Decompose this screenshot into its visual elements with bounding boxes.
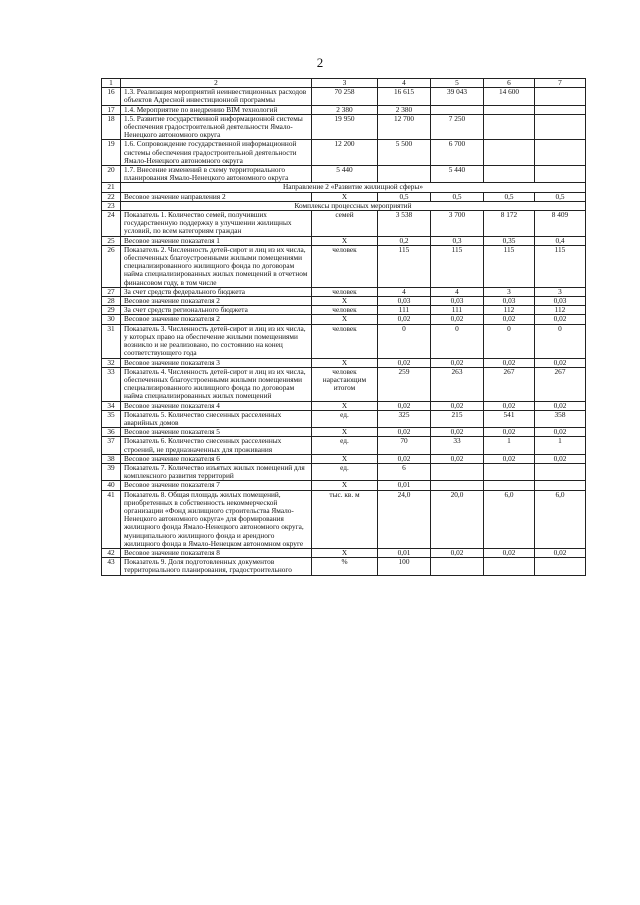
value-cell: 14 600 — [484, 88, 535, 105]
value-cell: 263 — [431, 367, 484, 401]
unit-cell: 19 950 — [312, 114, 378, 140]
table-row — [102, 490, 586, 548]
header-cell: 2 — [121, 79, 312, 88]
table-row — [102, 140, 586, 166]
value-cell: 0,02 — [535, 358, 586, 367]
unit-cell: семей — [312, 211, 378, 237]
row-number: 17 — [102, 105, 121, 114]
header-cell: 4 — [378, 79, 431, 88]
value-cell — [431, 463, 484, 480]
value-cell: 0,02 — [484, 454, 535, 463]
value-cell — [535, 105, 586, 114]
row-number: 16 — [102, 88, 121, 105]
value-cell: 1 — [535, 437, 586, 454]
row-number: 23 — [102, 201, 121, 210]
table-row — [102, 297, 586, 306]
value-cell — [484, 166, 535, 183]
value-cell: 267 — [484, 367, 535, 401]
value-cell: 70 — [378, 437, 431, 454]
value-cell — [431, 481, 484, 490]
value-cell — [378, 166, 431, 183]
value-cell: 3 700 — [431, 211, 484, 237]
row-number: 34 — [102, 401, 121, 410]
value-cell — [535, 88, 586, 105]
value-cell: 0,02 — [431, 315, 484, 324]
value-cell: 111 — [378, 306, 431, 315]
value-cell: 4 — [378, 287, 431, 296]
table-row — [102, 245, 586, 287]
indicator-name: Показатель 6. Количество снесенных расселенных строений, не предназначенных для проживания — [121, 437, 312, 454]
value-cell — [431, 558, 484, 575]
value-cell: 0,02 — [431, 454, 484, 463]
value-cell: 0,02 — [535, 428, 586, 437]
value-cell: 541 — [484, 410, 535, 427]
value-cell: 0,2 — [378, 236, 431, 245]
table-row — [102, 236, 586, 245]
value-cell: 115 — [535, 245, 586, 287]
value-cell: 0,02 — [378, 358, 431, 367]
indicator-name: 1.5. Развитие государственной информационной системы обеспечения градостроительной деятельности Ямало-Ненецкого автономного округа — [121, 114, 312, 140]
unit-cell: X — [312, 428, 378, 437]
header-cell: 3 — [312, 79, 378, 88]
value-cell: 0 — [378, 324, 431, 358]
table-row — [102, 358, 586, 367]
value-cell: 0,02 — [535, 548, 586, 557]
indicator-name: Весовое значение показателя 7 — [121, 481, 312, 490]
value-cell: 0,02 — [431, 428, 484, 437]
value-cell: 4 — [431, 287, 484, 296]
value-cell: 0,02 — [484, 401, 535, 410]
value-cell — [535, 140, 586, 166]
unit-cell: X — [312, 236, 378, 245]
value-cell: 0,02 — [431, 548, 484, 557]
unit-cell: ед. — [312, 437, 378, 454]
indicator-name: Весовое значение показателя 2 — [121, 315, 312, 324]
value-cell: 0,5 — [484, 192, 535, 201]
value-cell: 215 — [431, 410, 484, 427]
section-heading: Направление 2 «Развитие жилищной сферы» — [121, 183, 586, 192]
header-cell: 1 — [102, 79, 121, 88]
unit-cell: ед. — [312, 463, 378, 480]
value-cell: 3 — [484, 287, 535, 296]
row-number: 43 — [102, 558, 121, 575]
header-row — [102, 79, 586, 88]
row-number: 26 — [102, 245, 121, 287]
row-number: 31 — [102, 324, 121, 358]
unit-cell: человек — [312, 245, 378, 287]
indicator-name: Весовое значение показателя 1 — [121, 236, 312, 245]
value-cell: 0,5 — [378, 192, 431, 201]
value-cell: 0,03 — [535, 297, 586, 306]
value-cell: 0,02 — [484, 548, 535, 557]
indicator-name: За счет средств регионального бюджета — [121, 306, 312, 315]
row-number: 27 — [102, 287, 121, 296]
value-cell: 0,3 — [431, 236, 484, 245]
value-cell: 2 380 — [378, 105, 431, 114]
value-cell: 112 — [535, 306, 586, 315]
indicator-name: Показатель 8. Общая площадь жилых помещений, приобретенных в собственность некоммерческой организации «Фонд жилищного строительства Ямало-Ненецкого автономного округа» для формирования жилищного фонда Ямало-Ненецкого автономного округа, муниципального жилищного фонда и арендного жилищного фонда в Ямало-Ненецком автономном округе — [121, 490, 312, 548]
table-row — [102, 166, 586, 183]
value-cell: 100 — [378, 558, 431, 575]
value-cell — [535, 114, 586, 140]
row-number: 32 — [102, 358, 121, 367]
value-cell: 6 700 — [431, 140, 484, 166]
row-number: 41 — [102, 490, 121, 548]
row-number: 42 — [102, 548, 121, 557]
table-row — [102, 454, 586, 463]
value-cell: 24,0 — [378, 490, 431, 548]
row-number: 40 — [102, 481, 121, 490]
value-cell: 0,03 — [378, 297, 431, 306]
value-cell: 0,03 — [484, 297, 535, 306]
value-cell — [484, 463, 535, 480]
value-cell: 0 — [484, 324, 535, 358]
indicator-name: Показатель 4. Численность детей-сирот и лиц из их числа, обеспеченных благоустроенными жилыми помещениями специализированного жилищного фонда по договорам найма специализированных жилых помещений — [121, 367, 312, 401]
value-cell: 39 043 — [431, 88, 484, 105]
indicator-name: Показатель 2. Численность детей-сирот и лиц из их числа, обеспеченных благоустроенными жилыми помещениями специализированного жилищного фонда по договорам найма специализированных жилых помещений в отчетном финансовом году, в том числе — [121, 245, 312, 287]
row-number: 20 — [102, 166, 121, 183]
header-cell: 6 — [484, 79, 535, 88]
value-cell: 8 409 — [535, 211, 586, 237]
unit-cell: X — [312, 481, 378, 490]
value-cell: 0,02 — [484, 428, 535, 437]
unit-cell: X — [312, 297, 378, 306]
table-row — [102, 437, 586, 454]
indicator-name: Показатель 3. Численность детей-сирот и лиц из их числа, у которых право на обеспечение жилыми помещениями возникло и не реализовано, по состоянию на конец соответствующего года — [121, 324, 312, 358]
value-cell — [431, 105, 484, 114]
indicator-name: Весовое значение показателя 4 — [121, 401, 312, 410]
value-cell — [484, 105, 535, 114]
table-row — [102, 183, 586, 192]
value-cell: 6,0 — [484, 490, 535, 548]
value-cell: 33 — [431, 437, 484, 454]
header-cell: 7 — [535, 79, 586, 88]
value-cell: 5 500 — [378, 140, 431, 166]
value-cell: 0,02 — [535, 401, 586, 410]
table-row — [102, 192, 586, 201]
value-cell: 0,4 — [535, 236, 586, 245]
table-row — [102, 287, 586, 296]
value-cell: 0,02 — [431, 401, 484, 410]
row-number: 29 — [102, 306, 121, 315]
table-body — [102, 79, 586, 576]
value-cell: 7 250 — [431, 114, 484, 140]
table-row — [102, 324, 586, 358]
value-cell — [484, 481, 535, 490]
unit-cell: 2 380 — [312, 105, 378, 114]
value-cell: 0,02 — [535, 315, 586, 324]
unit-cell: человек — [312, 306, 378, 315]
value-cell: 5 440 — [431, 166, 484, 183]
indicator-name: Показатель 5. Количество снесенных расселенных аварийных домов — [121, 410, 312, 427]
value-cell: 0,02 — [378, 401, 431, 410]
value-cell: 112 — [484, 306, 535, 315]
table-row — [102, 428, 586, 437]
value-cell: 0,02 — [378, 428, 431, 437]
value-cell: 115 — [484, 245, 535, 287]
unit-cell: 5 440 — [312, 166, 378, 183]
indicator-name: Весовое значение показателя 2 — [121, 297, 312, 306]
unit-cell: человек — [312, 324, 378, 358]
unit-cell: человек нарастающим итогом — [312, 367, 378, 401]
value-cell: 325 — [378, 410, 431, 427]
row-number: 33 — [102, 367, 121, 401]
row-number: 28 — [102, 297, 121, 306]
indicator-name: Весовое значение направления 2 — [121, 192, 312, 201]
value-cell: 1 — [484, 437, 535, 454]
section-heading: Комплексы процессных мероприятий — [121, 201, 586, 210]
table-row — [102, 410, 586, 427]
value-cell: 0,5 — [431, 192, 484, 201]
indicator-name: Весовое значение показателя 6 — [121, 454, 312, 463]
unit-cell: X — [312, 548, 378, 557]
row-number: 22 — [102, 192, 121, 201]
value-cell — [484, 140, 535, 166]
table-row — [102, 105, 586, 114]
indicator-name: 1.4. Мероприятие по внедрению BIM технологий — [121, 105, 312, 114]
table-row — [102, 463, 586, 480]
indicator-name: Весовое значение показателя 3 — [121, 358, 312, 367]
value-cell: 3 538 — [378, 211, 431, 237]
indicator-name: 1.3. Реализация мероприятий неинвестиционных расходов объектов Адресной инвестиционной программы — [121, 88, 312, 105]
value-cell — [535, 481, 586, 490]
indicator-name: Показатель 1. Количество семей, получивших государственную поддержку в улучшении жилищных условий, по всем категориям граждан — [121, 211, 312, 237]
table-row — [102, 481, 586, 490]
table-row — [102, 558, 586, 575]
value-cell: 0 — [431, 324, 484, 358]
value-cell — [484, 558, 535, 575]
value-cell: 0,03 — [431, 297, 484, 306]
unit-cell: тыс. кв. м — [312, 490, 378, 548]
value-cell: 0 — [535, 324, 586, 358]
indicator-name: За счет средств федерального бюджета — [121, 287, 312, 296]
row-number: 21 — [102, 183, 121, 192]
value-cell: 0,02 — [378, 315, 431, 324]
unit-cell: % — [312, 558, 378, 575]
row-number: 38 — [102, 454, 121, 463]
indicators-table — [101, 78, 586, 576]
indicator-name: Показатель 7. Количество изъятых жилых помещений для комплексного развития территорий — [121, 463, 312, 480]
value-cell: 12 700 — [378, 114, 431, 140]
value-cell: 20,0 — [431, 490, 484, 548]
value-cell — [535, 558, 586, 575]
row-number: 18 — [102, 114, 121, 140]
value-cell: 0,01 — [378, 481, 431, 490]
value-cell: 0,02 — [484, 358, 535, 367]
value-cell — [535, 463, 586, 480]
unit-cell: ед. — [312, 410, 378, 427]
row-number: 36 — [102, 428, 121, 437]
value-cell — [535, 166, 586, 183]
unit-cell: X — [312, 454, 378, 463]
indicator-name: Показатель 9. Доля подготовленных документов территориального планирования, градостроительного — [121, 558, 312, 575]
page-number: 2 — [316, 55, 324, 70]
value-cell: 0,02 — [484, 315, 535, 324]
table-row — [102, 114, 586, 140]
indicator-name: 1.7. Внесение изменений в схему территориального планирования Ямало-Ненецкого автономного округа — [121, 166, 312, 183]
header-cell: 5 — [431, 79, 484, 88]
value-cell: 358 — [535, 410, 586, 427]
value-cell: 259 — [378, 367, 431, 401]
indicator-name: Весовое значение показателя 8 — [121, 548, 312, 557]
value-cell: 267 — [535, 367, 586, 401]
table-row — [102, 548, 586, 557]
table-row — [102, 401, 586, 410]
unit-cell: человек — [312, 287, 378, 296]
unit-cell: 70 258 — [312, 88, 378, 105]
table-row — [102, 306, 586, 315]
row-number: 35 — [102, 410, 121, 427]
row-number: 30 — [102, 315, 121, 324]
row-number: 37 — [102, 437, 121, 454]
value-cell: 6 — [378, 463, 431, 480]
indicator-name: 1.6. Сопровождение государственной информационной системы обеспечения градостроительной деятельности Ямало-Ненецкого автономного округа — [121, 140, 312, 166]
value-cell: 111 — [431, 306, 484, 315]
table-row — [102, 211, 586, 237]
row-number: 25 — [102, 236, 121, 245]
row-number: 39 — [102, 463, 121, 480]
value-cell: 0,35 — [484, 236, 535, 245]
value-cell: 115 — [431, 245, 484, 287]
value-cell: 8 172 — [484, 211, 535, 237]
unit-cell: 12 200 — [312, 140, 378, 166]
table-row — [102, 367, 586, 401]
value-cell: 0,5 — [535, 192, 586, 201]
row-number: 19 — [102, 140, 121, 166]
value-cell: 0,01 — [378, 548, 431, 557]
value-cell — [484, 114, 535, 140]
value-cell: 0,02 — [535, 454, 586, 463]
table-row — [102, 88, 586, 105]
unit-cell: X — [312, 401, 378, 410]
unit-cell: X — [312, 192, 378, 201]
table-row — [102, 201, 586, 210]
indicator-name: Весовое значение показателя 5 — [121, 428, 312, 437]
value-cell: 0,02 — [431, 358, 484, 367]
row-number: 24 — [102, 211, 121, 237]
value-cell: 115 — [378, 245, 431, 287]
value-cell: 16 615 — [378, 88, 431, 105]
value-cell: 3 — [535, 287, 586, 296]
unit-cell: X — [312, 358, 378, 367]
value-cell: 0,02 — [378, 454, 431, 463]
unit-cell: X — [312, 315, 378, 324]
value-cell: 6,0 — [535, 490, 586, 548]
table-row — [102, 315, 586, 324]
